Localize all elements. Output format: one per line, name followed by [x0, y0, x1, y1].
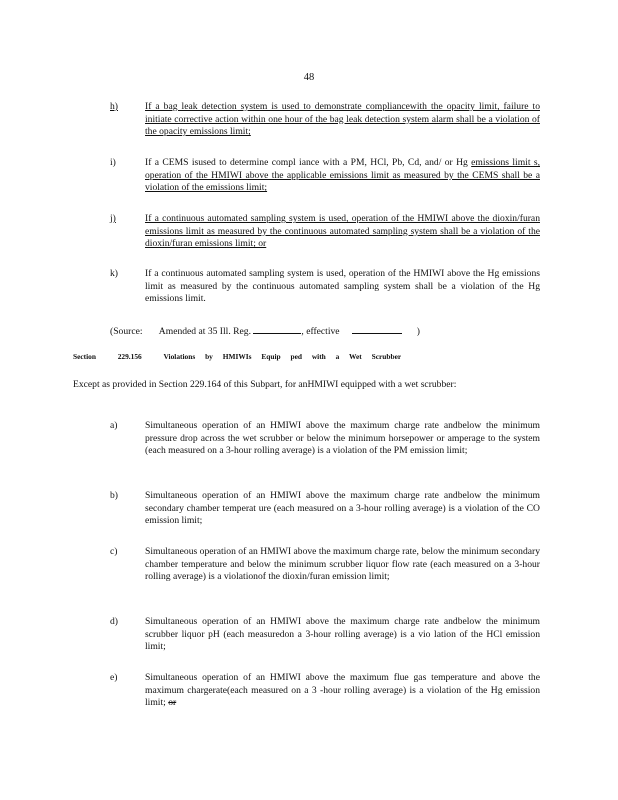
- item-text: [145, 672, 540, 710]
- item-marker: j): [110, 213, 116, 224]
- list-item-a: [110, 420, 540, 458]
- list-item-i: [110, 157, 540, 195]
- item-text: If a bag leak detection system is used to demonstrate compliancewith the opacity limit, failure to initiate corrective action within one hour of the bag leak detection system alarm shall be a violation of the opacity emissions limit;: [145, 101, 540, 138]
- item-text-underlined: emissions limit s, operation of the HMIWI above the applicable emissions limit as measured by the CEMS shall be a violation of the emissions limit;: [145, 157, 540, 194]
- item-marker: a): [110, 420, 118, 431]
- item-marker: i): [110, 157, 116, 168]
- list-item-j: [110, 213, 540, 251]
- section-title: Violations by HMIWIs Equip ped with a Wet Scrubber: [163, 352, 402, 361]
- item-text: If a continuous automated sampling system is used, operation of the HMIWI above the dioxin/furan emissions limit as measured by the continuous automated sampling system shall be a violation of the dioxin/furan emissions limit; or: [145, 213, 540, 250]
- list-item-k: [110, 268, 540, 306]
- source-prefix: (Source:: [110, 326, 143, 337]
- list-item-c: [110, 546, 540, 584]
- source-close: ): [416, 326, 420, 337]
- list-item-b: [110, 490, 540, 528]
- list-item-d: [110, 616, 540, 654]
- item-text: Simultaneous operation of an HMIWI above the maximum charge rate, below the minimum secondary chamber temperature and below the minimum scrubber liquor flow rate (each measured on a 3-hour rolling average) is a violationof the dioxin/furan emission limit;: [145, 546, 540, 583]
- section-label: Section: [73, 352, 96, 361]
- item-text-main: Simultaneous operation of an HMIWI above the maximum flue gas temperature and above the maximum chargerate(each measured on a 3 -hour rolling average) is a violation of the Hg emission limit;: [145, 672, 540, 709]
- source-amended: Amended at 35 Ill. Reg.: [158, 326, 251, 337]
- item-text: Simultaneous operation of an HMIWI above the maximum charge rate andbelow the minimum scrubber liquor pH (each measuredon a 3-hour rolling average) is a vio lation of the HCl emission limit;: [145, 616, 540, 653]
- section-heading: [73, 352, 401, 361]
- item-marker: b): [110, 490, 118, 501]
- item-marker: h): [110, 101, 118, 112]
- item-text-plain: If a CEMS isused to determine compl iance with a PM, HCl, Pb, Cd, and/ or Hg: [145, 157, 468, 168]
- item-marker: d): [110, 616, 118, 627]
- source-effective: , effective: [301, 326, 340, 337]
- item-marker: c): [110, 546, 118, 557]
- item-text: [145, 157, 540, 195]
- intro-paragraph: Except as provided in Section 229.164 of this Subpart, for anHMIWI equipped with a wet scrubber:: [73, 379, 457, 390]
- item-marker: e): [110, 672, 118, 683]
- effective-date-blank: [352, 324, 402, 334]
- list-item-e: [110, 672, 540, 710]
- page-number: 48: [303, 72, 315, 83]
- register-blank: [253, 324, 301, 334]
- item-text: If a continuous automated sampling system is used, operation of the HMIWI above the Hg emissions limit as measured by the continuous automated sampling system shall be a violation of the Hg emissions limit.: [145, 268, 540, 305]
- item-text: Simultaneous operation of an HMIWI above the maximum charge rate andbelow the minimum pressure drop across the wet scrubber or below the minimum horsepower or amperage to the system (each measured on a 3-hour rolling average) is a violation of the PM emission limit;: [145, 420, 540, 457]
- item-text: Simultaneous operation of an HMIWI above the maximum charge rate andbelow the minimum secondary chamber temperat ure (each measured on a 3-hour rolling average) is a violation of the CO emission limit;: [145, 490, 540, 527]
- source-note: [110, 324, 420, 339]
- section-number: 229.156: [117, 352, 142, 361]
- struck-text: or: [168, 697, 177, 709]
- item-marker: k): [110, 268, 118, 279]
- list-item-h: [110, 101, 540, 139]
